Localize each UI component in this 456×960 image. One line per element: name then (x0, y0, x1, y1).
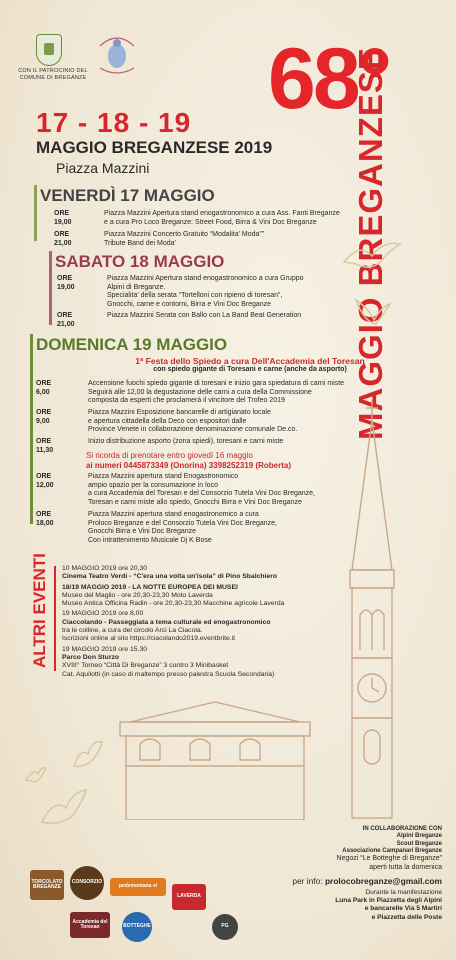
schedule-desc: Piazza Mazzini apertura stand Enogastronomico ampio spazio per la consumazione in loco a cura Accademia del Toresan e del Consorzio Tutela Vini Doc Breganze, Toresan e carni miste allo spiedo, Gnocchi Birra e Vini Doc Breganze (88, 473, 315, 506)
event-dates: 17 - 18 - 19 (36, 107, 192, 138)
shops-line-2: aperti tutta la domenica (369, 863, 442, 871)
event-title: MAGGIO BREGANZESE 2019 (36, 138, 273, 157)
collab-item: Alpini Breganze (396, 833, 442, 840)
schedule-time: ORE 21,00 (54, 231, 72, 247)
schedule-time: ORE 19,00 (57, 275, 75, 291)
dove-icon (40, 788, 90, 826)
vertical-title: MAGGIO BREGANZESE (352, 47, 389, 440)
schedule-desc: Piazza Mazzini Serata con Ballo con La Band Beat Generation (107, 312, 302, 319)
schedule-time: ORE 12,00 (36, 473, 54, 489)
altri-eventi-list (62, 565, 342, 679)
altri-event-line: Parco Don Sturzo (62, 653, 120, 661)
altri-eventi-title: ALTRI EVENTI (30, 553, 49, 668)
altri-eventi-bar (54, 566, 56, 671)
altri-event-item (62, 565, 342, 582)
sunday-bar (30, 334, 33, 524)
altri-event-line: XVIII° Torneo “Città Di Breganze” 3 contro 3 Minibasket (62, 662, 229, 670)
schedule-desc: Piazza Mazzini Apertura stand enogastronomico a cura Ass. Fanti Breganze e a cura Pro Loco Breganze: Street Food, Birra & Vini Doc Breganze (104, 210, 340, 226)
altri-event-line: tra le colline, a cura del circolo Arci La Ciacola. (62, 627, 203, 635)
comune-crest-icon (36, 34, 62, 66)
altri-event-item (62, 646, 342, 679)
schedule-time: ORE 6,00 (36, 380, 52, 396)
altri-event-date: 19 MAGGIO 2019 ore 15,30 (62, 645, 148, 653)
schedule-time: ORE 18,00 (36, 511, 54, 527)
schedule-desc: Piazza Mazzini Concerto Gratuito “Modalita' Moda”” Tribute Band dei Moda' (104, 231, 265, 247)
altri-event-date: 18/19 MAGGIO 2019 - LA NOTTE EUROPEA DEI MUSEI (62, 583, 238, 591)
sponsor-logo-laverda: LAVERDA (172, 884, 206, 910)
spiedo-subtitle: con spiedo gigante di Toresani e carne (anche da asporto) (153, 366, 347, 373)
saturday-heading: SABATO 18 MAGGIO (55, 252, 225, 271)
friday-bar (34, 185, 37, 241)
altri-event-line: Cat. Aquilotti (in caso di maltempo presso palestra Scuola Secondaria) (62, 670, 275, 678)
reminder-line-2: ai numeri 0445873349 (Onorina) 3398252319 (Roberta) (86, 461, 291, 470)
schedule-time: ORE 21,00 (57, 312, 75, 328)
friday-heading: VENERDÌ 17 MAGGIO (40, 186, 215, 205)
dove-icon (342, 238, 402, 272)
edition-number: 68° (268, 31, 390, 127)
altri-event-line: Ciaccolando - Passeggiata a tema culturale ed enogastronomico (62, 618, 271, 626)
schedule-desc: Accensione fuochi spiedo gigante di toresani e inizio gara spiedatura di carni miste Seguirà alle 12,00 la degustazione delle carni a cura della Commissione composta da esperti che proclamerà il vincitore del Trofeo 2019 (88, 380, 345, 404)
dove-icon (24, 764, 48, 784)
collab-item: Scout Breganze (396, 840, 442, 847)
sunday-heading: DOMENICA 19 MAGGIO (36, 335, 228, 354)
dove-icon (352, 296, 392, 328)
luna-line: Durante la manifestazione (365, 889, 442, 896)
altri-event-item (62, 584, 342, 609)
info-email[interactable]: prolocobreganze@gmail.com (324, 876, 442, 886)
altri-event-line: Museo del Maglio - ore 20,30-23,30 Moto Laverda (62, 591, 213, 599)
venue: Piazza Mazzini (56, 160, 150, 176)
schedule-desc: Piazza Mazzini Esposizione bancarelle di artigianato locale e apertura cittadella della Deco con espositori dalle Province Venete in collaborazione denominazione comunale De.co. (88, 409, 298, 433)
schedule-desc: Piazza Mazzini Apertura stand enogastronomico a cura Gruppo Alpini di Breganze. Specialita' della serata “Tortelloni con ripieno di toresan”, Gnocchi, carne e contorni, Birra e Vini Doc Breganze (107, 275, 304, 308)
altri-event-date: 10 MAGGIO 2019 ore 20,30 (62, 565, 148, 572)
dove-icon (70, 738, 106, 770)
altri-event-line: Museo Antica Officina Radin - ore 20,30-23,30 Macchine agricole Laverda (62, 600, 285, 608)
altri-event-date: 19 MAGGIO 2019 ore 8,00 (62, 610, 144, 618)
info-label: per info: (292, 876, 323, 886)
sponsor-logo-torcolato: TORCOLATO BREGANZE (30, 870, 64, 900)
reminder-line-1: Si ricorda di prenotare entro giovedì 16 maggio (86, 451, 253, 460)
schedule-time: ORE 9,00 (36, 409, 52, 425)
altri-event-line: Iscrizioni online al sito https://ciacolando2019.eventbrite.it (62, 635, 236, 643)
collab-heading: IN COLLABORAZIONE CON (362, 826, 442, 832)
luna-line: e bancarelle Via 5 Martiri (364, 905, 442, 913)
spiedo-title: 1ª Festa dello Spiedo a cura Dell'Accademia del Toresan (135, 356, 365, 366)
schedule-time: ORE 19,00 (54, 210, 72, 226)
sponsor-logo-consorzio: CONSORZIO (70, 866, 104, 900)
sponsor-logo-botteghe: BOTTEGHE (122, 912, 152, 942)
schedule-time: ORE 11,30 (36, 438, 54, 454)
shops-notice (270, 855, 442, 872)
altri-event-item (62, 610, 342, 643)
proloco-logo-icon (94, 32, 140, 76)
saturday-bar (49, 251, 52, 325)
collaboration-block (300, 826, 442, 855)
collab-item: Associazione Campanari Breganze (342, 847, 442, 854)
schedule-desc: Piazza Mazzini apertura stand enogastronomico a cura Proloco Breganze e del Consorzio Tutela Vini Doc Breganze, Gnocchi Birra e Vini Doc Breganze Con intrattenimento Musicale Dj K Bose (88, 511, 277, 544)
schedule-desc: Inizio distribuzione asporto (zona spiedi), toresani e carni miste (88, 438, 284, 445)
info-line (262, 876, 442, 886)
patron-text: CON IL PATROCINIO DEL COMUNE DI BREGANZE (18, 68, 88, 81)
sponsor-logo-pg: PG (212, 914, 238, 940)
sponsor-logo-pedemontana: pedemontana vi (110, 878, 166, 896)
sponsor-logo-accademia: Accademia del Toresan (70, 912, 110, 938)
altri-event-line: Cinema Teatro Verdi - “C'era una volta un'isola” di Pino Sbalchiero (62, 573, 277, 581)
shops-line-1: Negozi “Le Botteghe di Breganze” (336, 855, 442, 862)
luna-park-notice (262, 889, 442, 922)
booking-reminder (86, 451, 291, 471)
luna-line: Luna Park in Piazzetta degli Alpini (335, 897, 442, 905)
luna-line: e Piazzetta delle Poste (371, 913, 442, 921)
building-illustration (110, 700, 320, 820)
